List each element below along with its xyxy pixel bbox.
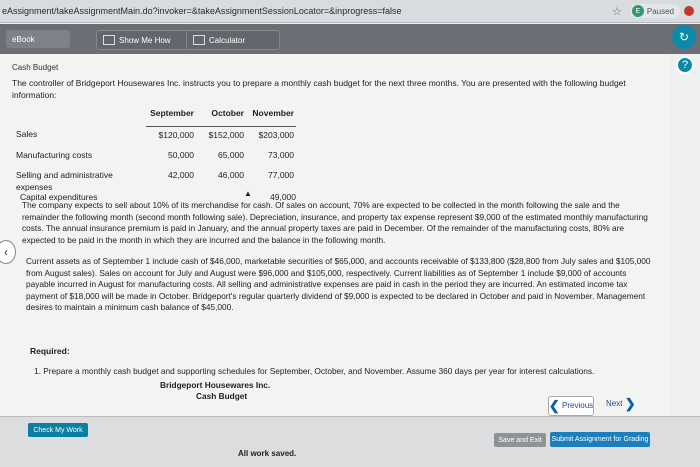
row-label: Selling and administrative expenses <box>16 169 113 192</box>
table-row <box>14 126 296 146</box>
submit-assignment-button[interactable]: Submit Assignment for Grading <box>550 432 650 447</box>
scroll-left-icon[interactable]: ‹ <box>0 240 16 264</box>
cell: $152,000 <box>208 129 244 140</box>
paragraph-balances: Current assets as of September 1 include cash of $46,000, marketable securities of $65,000, and accounts receivable of $133,800 ($28,800 from July sales and $105,000 from August sales). Sales on account for July and August were $96,000 and $105,000, respectively. Current liabilities as of September 1 include $9,000 of accounts payable incurred in August for manufacturing costs. All selling and administrative expenses are paid in cash in the period they are incurred. An estimated income tax payment of $18,000 will be made in October. Bridgeport's regular quarterly dividend of $9,000 is expected to be declared in October and paid in November. Management desires to maintain a minimum cash balance of $45,000. <box>26 256 651 313</box>
cell: 42,000 <box>168 169 194 180</box>
chevron-left-icon: ❮ <box>548 397 560 413</box>
previous-button[interactable] <box>548 396 594 416</box>
row-label: Sales <box>16 129 38 140</box>
cell: 50,000 <box>168 149 194 160</box>
address-bar[interactable] <box>0 0 700 23</box>
chevron-right-icon: ❯ <box>624 395 636 411</box>
capex-label: Capital expenditures <box>20 192 98 202</box>
cell: 73,000 <box>268 149 294 160</box>
required-heading: Required: <box>30 346 70 356</box>
help-icon[interactable]: ? <box>676 56 694 74</box>
problem-content <box>0 54 670 434</box>
previous-label: Previous <box>562 401 594 411</box>
check-my-work-button[interactable]: Check My Work <box>28 423 88 437</box>
paragraph-collections: The company expects to sell about 10% of its merchandise for cash. Of sales on account, 70% are expected to be collected in the month following the sale and the remainder the following month (second month following sale). Depreciation, insurance, and property tax expense represent $9,000 of the estimated monthly manufacturing costs. The annual insurance premium is paid in January, and the annual property taxes are paid in December. Of the remainder of the manufacturing costs, 80% are expected to be paid in the month in which they are incurred and the balance in the following month. <box>22 200 648 245</box>
company-name: Bridgeport Housewares Inc. <box>160 380 271 390</box>
next-label: Next <box>606 399 623 409</box>
assignment-toolbar <box>0 24 700 54</box>
next-button[interactable] <box>606 394 642 414</box>
avatar: E <box>632 5 644 17</box>
intro-text: The controller of Bridgeport Housewares Inc. instructs you to prepare a monthly cash budget for the next three months. You are presented with the following budget information: <box>12 78 626 100</box>
save-status: All work saved. <box>238 449 297 458</box>
refresh-icon[interactable]: ↻ <box>672 25 696 49</box>
profile-paused-chip[interactable] <box>630 4 680 18</box>
url-text[interactable]: eAssignment/takeAssignmentMain.do?invoker=&takeAssignmentSessionLocator=&inprogress=false <box>2 6 402 16</box>
table-header-blank <box>14 108 146 126</box>
row-label: Manufacturing costs <box>16 149 93 160</box>
footer-bar <box>0 416 700 467</box>
budget-table <box>14 108 296 198</box>
column-header: September <box>146 108 196 126</box>
video-icon <box>103 35 115 45</box>
cell: 65,000 <box>218 149 244 160</box>
column-header: November <box>246 108 296 126</box>
calculator-button[interactable] <box>186 30 280 50</box>
table-row <box>14 147 296 167</box>
problem-title: Cash Budget <box>12 63 59 72</box>
show-me-how-label: Show Me How <box>119 35 171 45</box>
mouse-cursor-icon: ▲ <box>244 189 252 198</box>
ebook-button[interactable] <box>6 30 70 48</box>
ebook-label: eBook <box>12 34 35 44</box>
calculator-icon <box>193 35 205 45</box>
cell: $203,000 <box>258 129 294 140</box>
calculator-label: Calculator <box>209 35 246 45</box>
required-item: 1. Prepare a monthly cash budget and supporting schedules for September, October, and November. Assume 360 days per year for interest calculations. <box>34 366 595 376</box>
cell: $120,000 <box>158 129 194 140</box>
capex-value: 49,000 <box>270 192 296 202</box>
cell: 46,000 <box>218 169 244 180</box>
cash-budget-title: Cash Budget <box>196 391 248 401</box>
column-header: October <box>196 108 246 126</box>
browser-menu-icon[interactable] <box>684 6 694 16</box>
show-me-how-button[interactable] <box>96 30 190 50</box>
bookmark-star-icon[interactable]: ☆ <box>611 5 622 18</box>
paused-label: Paused <box>646 6 674 16</box>
cell: 77,000 <box>268 169 294 180</box>
save-and-exit-button[interactable]: Save and Exit <box>494 433 546 447</box>
